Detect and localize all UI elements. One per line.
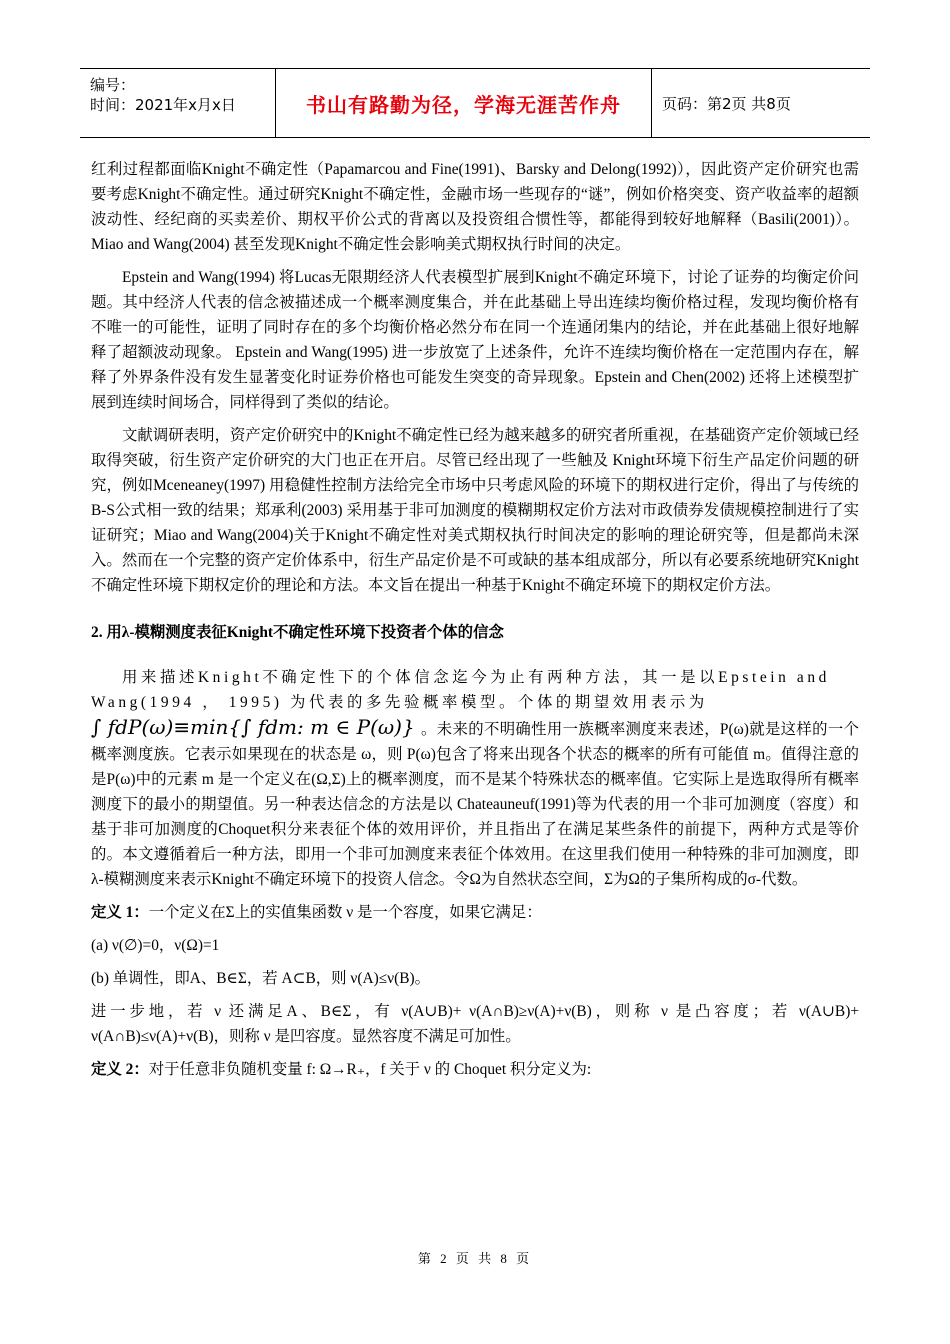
header-time-label: 时间：2021年x月x日 — [90, 96, 236, 114]
definition-1-item-b: (b) 单调性，即A、B∈Σ，若 A⊂B，则 ν(A)≤ν(B)。 — [91, 970, 431, 987]
paragraph-continuation: 红利过程都面临Knight不确定性（Papamarcou and Fine(1991)、Barsky and Delong(1992)），因此资产定价研究也需要考虑Knight不确定性。通过研究Knight不确定性，金融市场一些现存的“谜”，例如价格突变、资产收益率的超额波动性、经纪商的买卖差价、期权平价公式的背离以及投资组合惯性等，都能得到较好地解释（Basili(2001)）。Miao and Wang(2004) 甚至发现Knight不确定性会影响美式期权执行时间的决定。 — [91, 161, 859, 253]
section-intro-body — [91, 715, 859, 892]
header-motto: 书山有路勤为径，学海无涯苦作舟 — [276, 69, 652, 137]
definition-1-further: 进一步地，若 ν 还满足A、B∈Σ，有 ν(A∪B)+ ν(A∩B)≥ν(A)+ν(B)，则称 ν 是凸容度；若 ν(A∪B)+ ν(A∩B)≤ν(A)+ν(B)，则称 ν 是凹容度。显然容度不满足可加性。 — [91, 1003, 859, 1045]
definition-1-item-a: (a) ν(∅)=0，ν(Ω)=1 — [91, 937, 220, 954]
header-number-label: 编号： — [90, 76, 136, 94]
definition-1 — [91, 900, 859, 925]
paragraph-epstein-wang: Epstein and Wang(1994) 将Lucas无限期经济人代表模型扩展到Knight不确定环境下，讨论了证券的均衡定价问题。其中经济人代表的信念被描述成一个概率测度集合，并在此基础上导出连续均衡价格过程，发现均衡价格有不唯一的可能性，证明了同时存在的多个均衡价格必然分布在同一个连通闭集内的结论，并在此基础上很好地解释了超额波动现象。 Epstein and Wang(1995) 进一步放宽了上述条件，允许不连续均衡价格在一定范围内存在，解释了外界条件没有发生显著变化时证券价格也可能发生突变的奇异现象。Epstein and Chen(2002) 还将上述模型扩展到连续时间场合，同样得到了类似的结论。 — [91, 269, 859, 411]
section-title: 2. 用λ-模糊测度表征Knight不确定性环境下投资者个体的信念 — [91, 624, 504, 641]
page-footer: 第 2 页 共 8 页 — [417, 1251, 533, 1266]
section-intro-line-2: Wang(1994 ， 1995) 为代表的多先验概率模型。个体的期望效用表示为 — [91, 694, 708, 711]
section-intro-line-1: 用来描述Knight不确定性下的个体信念迄今为止有两种方法，其一是以Epstein and — [122, 669, 830, 686]
definition-2-text: 对于任意非负随机变量 f: Ω→R₊，f 关于 ν 的 Choquet 积分定义为: — [148, 1061, 592, 1078]
definition-2-label: 定义 2： — [91, 1061, 149, 1078]
document-body — [91, 157, 859, 1090]
header-meta — [80, 69, 276, 137]
page-header — [80, 68, 870, 138]
header-page-info: 页码：第2页 共8页 — [662, 94, 791, 113]
expected-utility-formula: ∫ fdP(ω)≡min{∫ fdm: m ∈ P(ω)} — [91, 715, 415, 739]
section-intro-rest: 。未来的不明确性用一族概率测度来表述，P(ω)就是这样的一个概率测度族。它表示如果现在的状态是 ω，则 P(ω)包含了将来出现各个状态的概率的所有可能值 m。值得注意的是P(ω)中的元素 m 是一个定义在(Ω,Σ)上的概率测度，而不是某个特殊状态的概率值。它实际上是选取得所有概率测度下的最小的期望值。另一种表达信念的方法是以 Chateauneuf(1991)等为代表的用一个非可加测度（容度）和基于非可加测度的Choquet积分来表征个体的效用评价，并且指出了在满足某些条件的前提下，两种方式是等价的。本文遵循着后一种方法，即用一个非可加测度来表征个体效用。在这里我们使用一种特殊的非可加测度，即 λ-模糊测度来表示Knight不确定环境下的投资人信念。令Ω为自然状态空间，Σ为Ω的子集所构成的σ-代数。 — [91, 721, 859, 888]
definition-1-text: 一个定义在Σ上的实值集函数 ν 是一个容度，如果它满足： — [148, 904, 542, 921]
definition-1-label: 定义 1： — [91, 904, 149, 921]
paragraph-literature-review: 文献调研表明，资产定价研究中的Knight不确定性已经为越来越多的研究者所重视，在基础资产定价领域已经取得突破，衍生资产定价研究的大门也正在开启。尽管已经出现了一些触及 Knight环境下衍生产品定价问题的研究，例如Mceneaney(1997) 用稳健性控制方法给完全市场中只考虑风险的环境下的期权进行定价，得出了与传统的B-S公式相一致的结果；郑承利(2003) 采用基于非可加测度的模糊期权定价方法对市政债券发债规模控制进行了实证研究；Miao and Wang(2004)关于Knight不确定性对美式期权执行时间决定的影响的理论研究等，但是都尚未深入。然而在一个完整的资产定价体系中，衍生产品定价是不可或缺的基本组成部分，所以有必要系统地研究Knight不确定性环境下期权定价的理论和方法。本文旨在提出一种基于Knight不确定环境下的期权定价方法。 — [91, 427, 859, 594]
definition-2 — [91, 1057, 859, 1082]
